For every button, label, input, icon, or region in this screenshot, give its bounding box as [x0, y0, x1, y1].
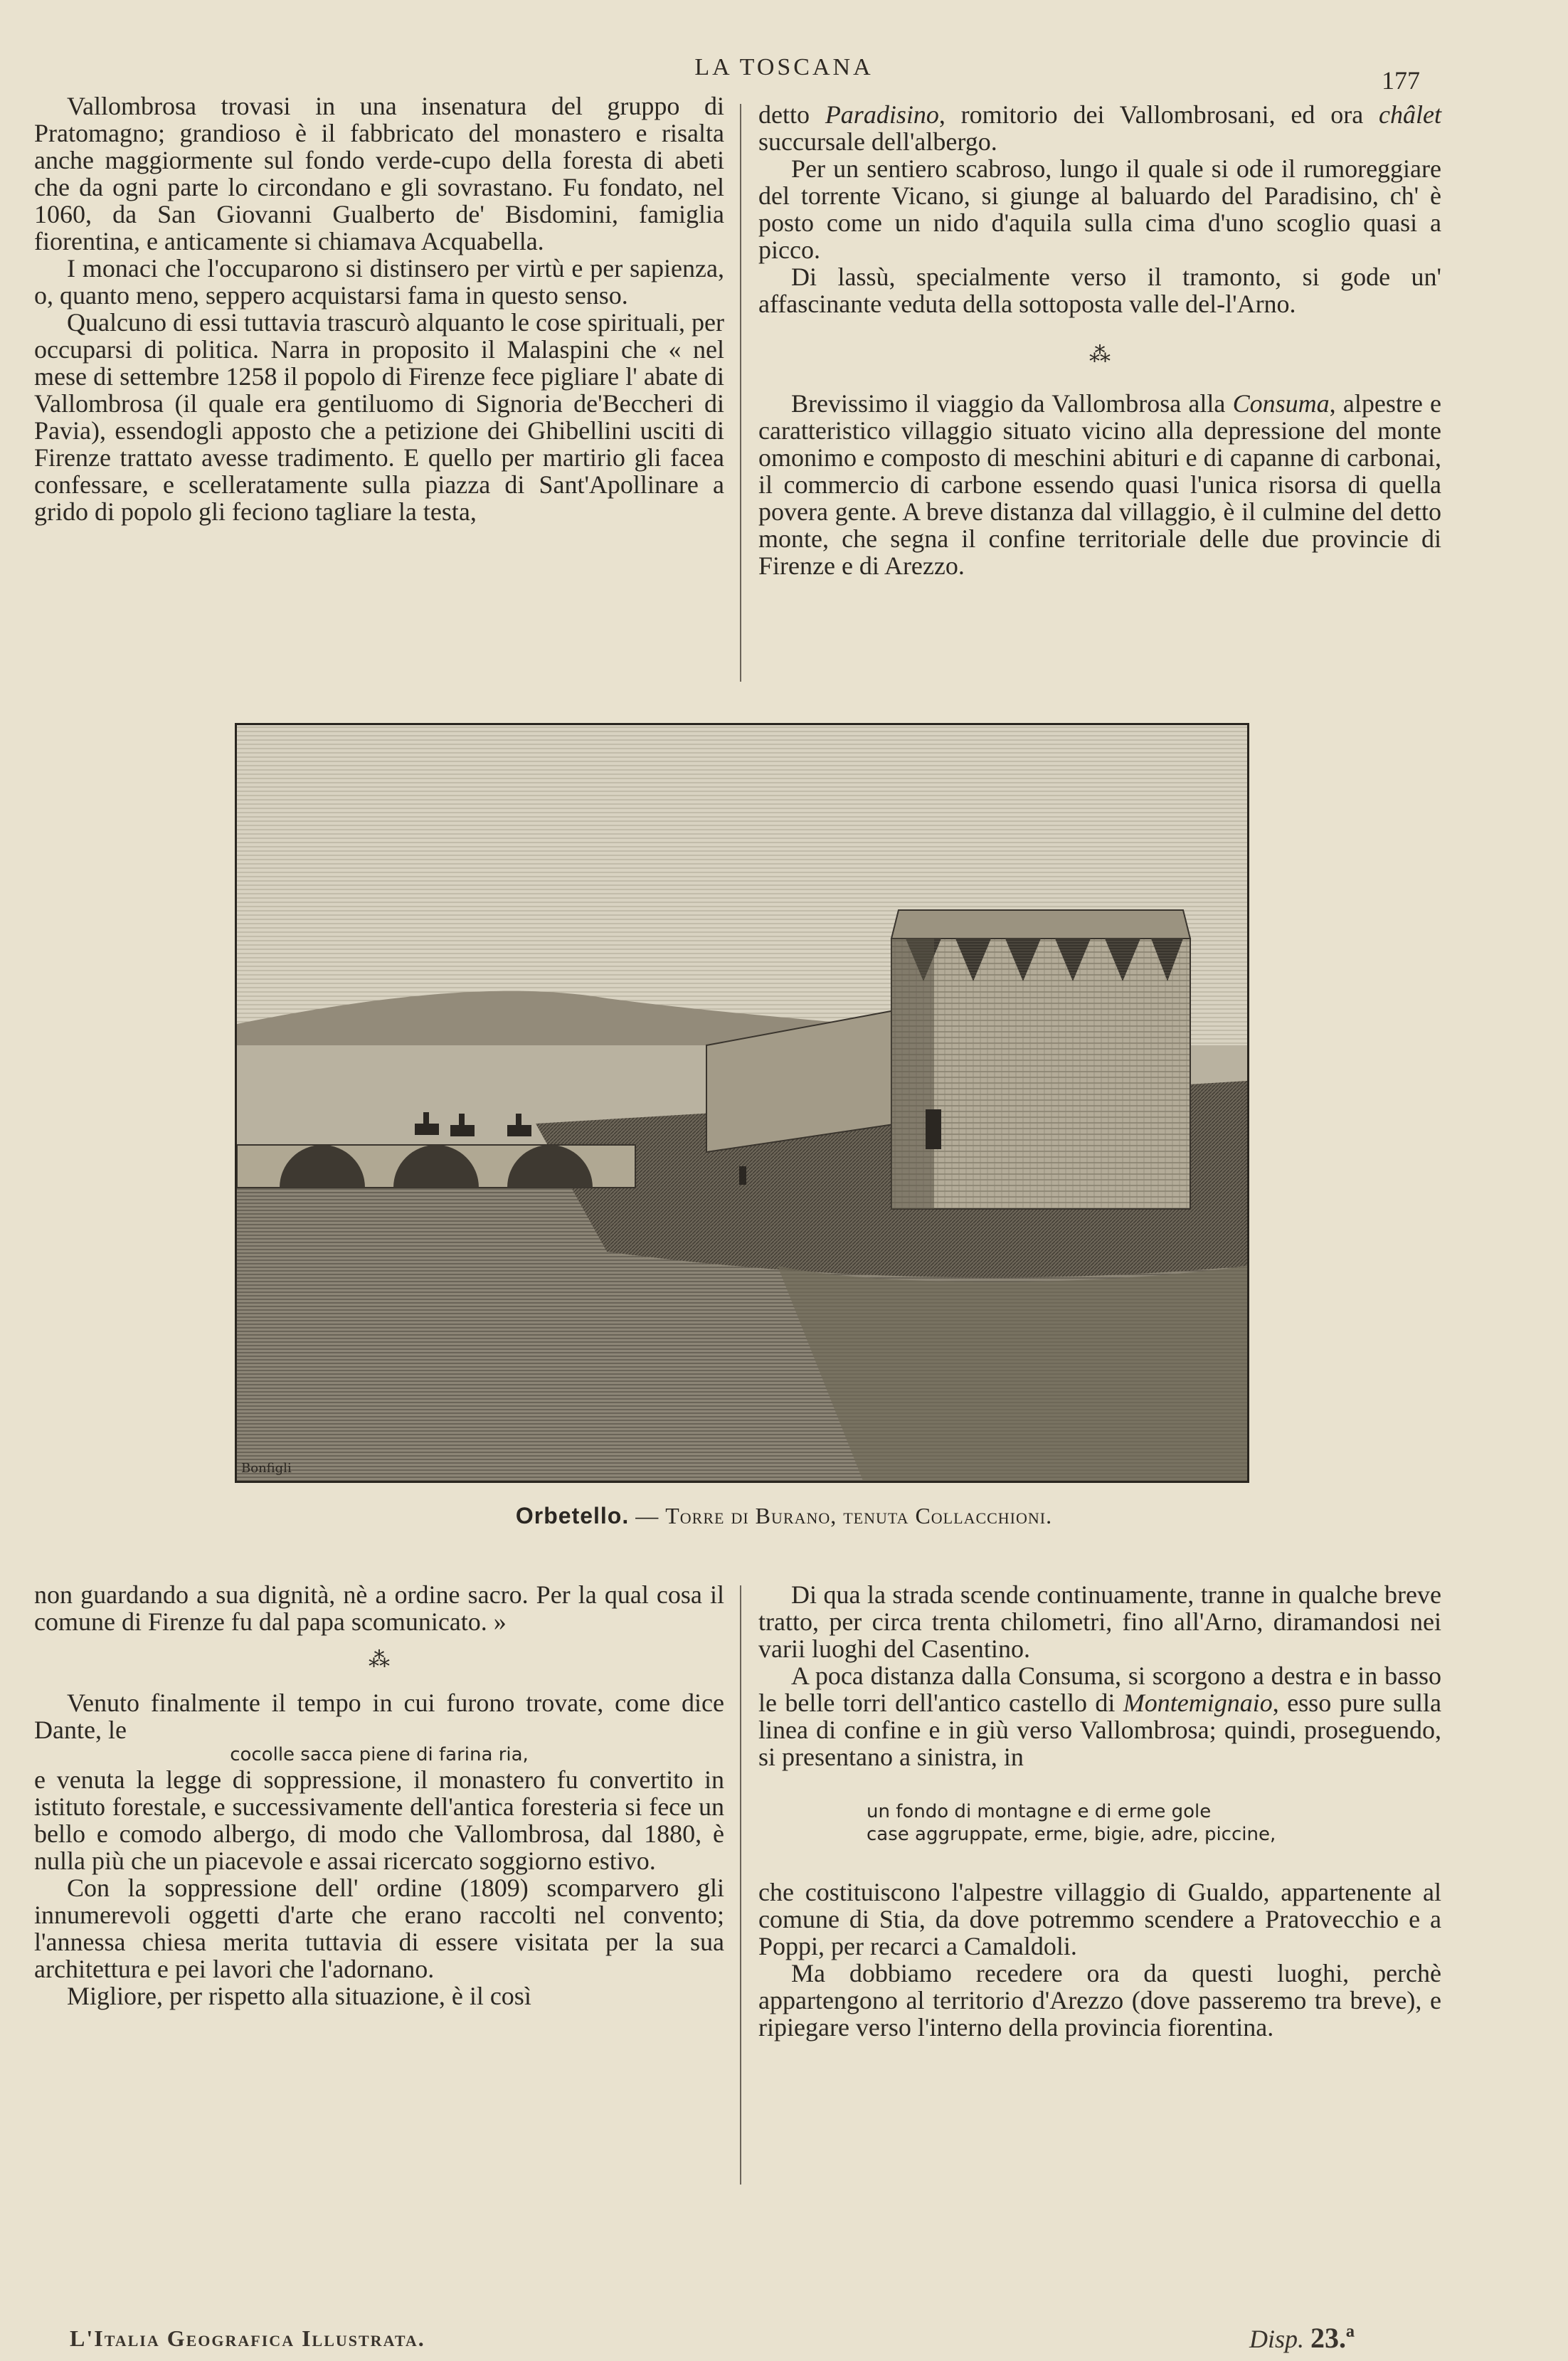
- figure-caption: Orbetello. — Torre di Burano, tenuta Collacchioni.: [515, 1503, 1053, 1528]
- verse-quote: un fondo di montagne e di erme gole case aggruppate, erme, bigie, adre, piccine,: [867, 1801, 1276, 1845]
- tower-top: [891, 910, 1190, 939]
- small-figure: [739, 1166, 746, 1185]
- paragraph: A poca distanza dalla Consuma, si scorgono a destra e in basso le belle torri dell'antico castello di Montemignaio, esso pure sulla linea di confine e in giù verso Vallombrosa; quindi, proseguendo, si presentano a sinistra, in: [758, 1662, 1441, 1771]
- section-separator: ⁂: [1089, 343, 1111, 366]
- italic-term: châlet: [1379, 100, 1441, 129]
- paragraph: I monaci che l'occuparono si distinsero per virtù e per sapienza, o, quanto meno, seppero acquistarsi fama in questo senso.: [34, 254, 724, 310]
- paragraph: che costituiscono l'alpestre villaggio di Gualdo, appartenente al comune di Stia, da dove potremmo scendere a Pratovecchio e a Poppi, per recarci a Camaldoli.: [758, 1878, 1441, 1960]
- left-column-bottom: [34, 1581, 724, 2009]
- paragraph: Brevissimo il viaggio da Vallombrosa alla Consuma, alpestre e caratteristico villaggio situato vicino alla depressione del monte omonimo e composto di meschini abituri e di capanne di carbonai, il commercio di carbone essendo quasi l'unica risorsa di quella povera gente. A breve distanza dal villaggio, è il culmine del detto monte, che segna il confine territoriale delle due provincie di Firenze e di Arezzo.: [758, 389, 1442, 580]
- tower-body: [891, 939, 1190, 1209]
- column-divider-bottom: [740, 1585, 741, 2185]
- right-column-bottom: [758, 1581, 1441, 2041]
- italic-term: Consuma: [1232, 389, 1330, 418]
- footer-issue: Disp. 23.ª: [1249, 2322, 1355, 2354]
- paragraph: Venuto finalmente il tempo in cui furono trovate, come dice Dante, le: [34, 1689, 724, 1744]
- column-divider-top: [740, 104, 741, 682]
- paragraph: Ma dobbiamo recedere ora da questi luoghi, perchè appartengono al territorio d'Arezzo (dove passeremo tra breve), e ripiegare verso l'interno della provincia fiorentina.: [758, 1959, 1441, 2042]
- caption-description: Torre di Burano, tenuta Collacchioni.: [665, 1503, 1053, 1528]
- italic-term: Paradisino: [825, 100, 939, 129]
- tower-door: [926, 1109, 941, 1149]
- paragraph: Migliore, per rispetto alla situazione, è il così: [67, 1982, 531, 2010]
- verse-quote: cocolle sacca piene di farina ria,: [230, 1744, 529, 1765]
- running-head: LA TOSCANA: [694, 54, 874, 80]
- tower-engraving-svg: [237, 725, 1247, 1481]
- engraver-signature: Bonfigli: [241, 1461, 292, 1476]
- paragraph: Con la soppressione dell' ordine (1809) scomparvero gli innumerevoli oggetti d'arte che erano raccolti nel convento; l'annessa chiesa merita tuttavia di essere visitata per la sua architettura e pei lavori che l'adornano.: [34, 1874, 724, 1983]
- paragraph: Per un sentiero scabroso, lungo il quale si ode il rumoreggiare del torrente Vicano, si giunge al baluardo del Paradisino, ch' è posto come un nido d'aquila sulla cima d'uno scoglio quasi a picco.: [758, 154, 1441, 264]
- left-column-top: [34, 93, 724, 525]
- page-number: 177: [1382, 66, 1420, 95]
- engraving-illustration: [235, 723, 1249, 1483]
- paragraph: Di qua la strada scende continuamente, tranne in qualche breve tratto, per circa trenta chilometri, fino all'Arno, diramandosi nei varii luoghi del Casentino.: [758, 1580, 1441, 1663]
- italic-term: Montemignaio: [1123, 1689, 1273, 1717]
- section-separator: ⁂: [369, 1648, 390, 1671]
- paragraph: e venuta la legge di soppressione, il monastero fu convertito in istituto forestale, e successivamente dell'antica foresteria si fece un bello e comodo albergo, di modo che Vallombrosa, dal 1880, è nulla più che un piacevole e assai ricercato soggiorno estivo.: [34, 1765, 724, 1875]
- paragraph: Di lassù, specialmente verso il tramonto, si gode un' affascinante veduta della sottoposta valle del-l'Arno.: [758, 263, 1441, 318]
- caption-place: Orbetello.: [515, 1503, 630, 1528]
- paragraph: non guardando a sua dignità, nè a ordine sacro. Per la qual cosa il comune di Firenze fu dal papa scomunicato. »: [34, 1580, 724, 1636]
- paragraph: Qualcuno di essi tuttavia trascurò alquanto le cose spirituali, per occuparsi di politica. Narra in proposito il Malaspini che « nel mese di settembre 1258 il popolo di Firenze fece pigliare l' abate di Vallombrosa (il quale era gentiluomo di Signoria de'Beccheri di Pavia), essendogli apposto che a petizione dei Ghibellini usciti di Firenze trattato avesse tradimento. E quello per martirio gli facea confessare, e scelleratamente sulla piazza di Sant'Apollinare a grido di popolo gli feciono tagliare la testa,: [34, 308, 724, 526]
- paragraph: detto Paradisino, romitorio dei Vallombrosani, ed ora châlet succursale dell'albergo.: [758, 100, 1441, 156]
- footer-publication: L'Italia Geografica Illustrata.: [70, 2325, 425, 2351]
- tower-shadow-side: [891, 939, 934, 1209]
- right-column-top: [758, 101, 1441, 579]
- paragraph: Vallombrosa trovasi in una insenatura del gruppo di Pratomagno; grandioso è il fabbricato del monastero e risalta anche maggiormente sul fondo verde-cupo della foresta di abeti che da ogni parte lo circondano e gli sovrastano. Fu fondato, nel 1060, da San Giovanni Gualberto de' Bisdomini, famiglia fiorentina, e anticamente si chiamava Acquabella.: [34, 92, 724, 255]
